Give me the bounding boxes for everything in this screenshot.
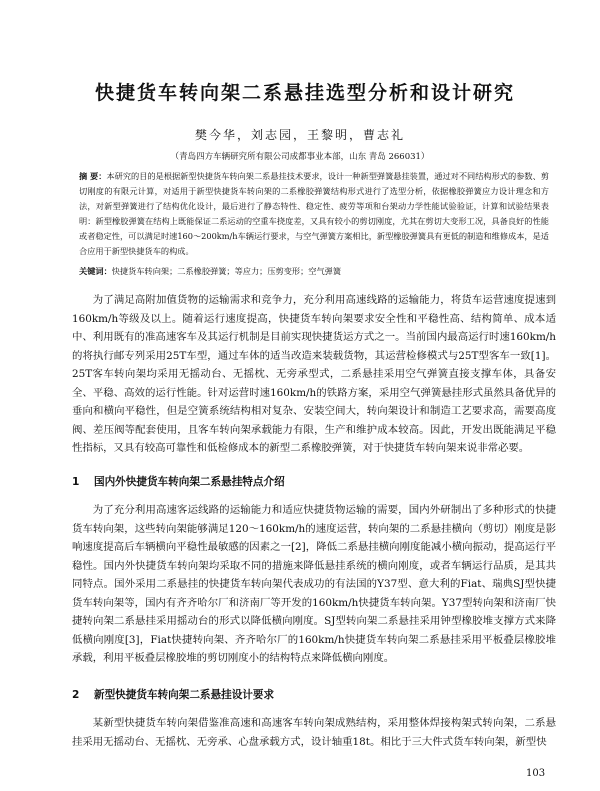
keywords-label: 关键词：	[79, 266, 112, 276]
section-2-paragraph: 某新型快捷货车转向架借鉴准高速和高速客车转向架成熟结构，采用整体焊接构架式转向架，二系悬挂采用无摇动台、无摇枕、无旁承、心盘承载方式，设计轴重18t。相比于三大件式货车转向架，新型快	[72, 717, 556, 748]
section-2-number: 2	[72, 689, 80, 701]
keywords-text: 快捷货车转向架；二系橡胶弹簧；等应力；压剪变形；空气弹簧	[111, 266, 342, 276]
abstract	[79, 169, 549, 259]
section-1-paragraph: 为了充分利用高速客运线路的运输能力和适应快捷货物运输的需要，国内外研制出了多种形式的快捷货车转向架，这些转向架能够满足120～160km/h的速度运营，转向架的二系悬挂横向（剪切）刚度是影响速度提高后车辆横向平稳性最敏感的因素之一[2]，降低二系悬挂横向刚度能减小横向振动，提高运行平稳性。国内外快捷货车转向架均采取不同的措施来降低悬挂系统的横向刚度，或者车辆运行品质，是其共同特点。国外采用二系悬挂的快捷货车转向架代表成功的有法国的Y37型、意大利的Fiat、瑞典SJ型快捷货车转向架等，国内有齐齐哈尔厂和济南厂等开发的160km/h快捷货车转向架。Y37型转向架和济南厂快捷转向架二系悬挂采用摇动台的形式以降低横向刚度。SJ型转向架二系悬挂采用钟型橡胶堆支撑方式来降低横向刚度[3]，Fiat快捷转向架、齐齐哈尔厂的160km/h快捷货车转向架二系悬挂采用平板叠层橡胶堆承载，利用平板叠层橡胶堆的剪切刚度小的结构特点来降低横向刚度。	[72, 504, 556, 664]
section-1-number: 1	[72, 476, 80, 488]
abstract-text: 本研究的目的是根据新型快捷货车转向架二系悬挂技术要求，设计一种新型弹簧悬挂装置，通过对不同结构形式的参数、剪切刚度的有限元计算，对适用于新型快捷货车转向架的二系橡胶弹簧结构形式进行了选型分析，依据橡胶弹簧应力设计理念和方法，对新型弹簧进行了结构优化设计，最后进行了静态特性、稳定性、疲劳等项和台架动力学性能试验验证，计算和试验结果表明：新型橡胶弹簧在结构上既能保证二系运动的空重车挠度差，又具有较小的剪切刚度，尤其在剪切大变形工况，具备良好的性能或者稳定性，可以满足时速160～200km/h车辆运行要求，与空气弹簧方案相比，新型橡胶弹簧具有更低的制造和维修成本，是适合应用于新型快捷货车的构成。	[79, 171, 549, 256]
section-2-heading	[72, 687, 556, 702]
section-1-title: 国内外快捷货车转向架二系悬挂特点介绍	[94, 476, 285, 488]
intro-paragraph: 为了满足高附加值货物的运输需求和竞争力，充分利用高速线路的运输能力，将货车运营速度提速到160km/h等级及以上。随着运行速度提高，快捷货车转向架要求安全性和平稳性高、结构简单、成本适中、利用既有的准高速客车及其运行机制是目前实现快捷货运方式之一。当前国内最高运行时速160km/h的将执行邮专列采用25T车型，通过车体的适当改造来装载货物，其运营检修模式与25T型客车一致[1]。25T客车转向架均采用无摇动台、无摇枕、无旁承型式，二系悬挂采用空气弹簧直接支撑车体，具备安全、平稳、高效的运行性能。针对运营时速160km/h的铁路方案，采用空气弹簧悬挂形式虽然具备优异的垂向和横向平稳性，但是空簧系统结构相对复杂、安装空间大，转向架设计和制造工艺要求高，需要高度阀、差压阀等配套使用，且客车转向架承载能力有限，生产和维护成本较高。因此，开发出既能满足平稳性指标，又具有较高可靠性和低检修成本的新型二系橡胶弹簧，对于快捷货车转向架来说非常必要。	[72, 294, 556, 454]
section-2-title: 新型快捷货车转向架二系悬挂设计要求	[94, 689, 275, 701]
affiliation: （青岛四方车辆研究所有限公司成都事业本部，山东 青岛 266031）	[170, 152, 430, 162]
author-list: 樊今华，刘志园，王黎明，曹志礼	[194, 128, 405, 142]
keywords	[79, 264, 549, 279]
paper-title: 快捷货车转向架二系悬挂选型分析和设计研究	[94, 82, 515, 104]
section-1-heading	[72, 474, 556, 489]
abstract-label: 摘 要：	[79, 171, 107, 181]
page-number: 103	[526, 768, 546, 779]
